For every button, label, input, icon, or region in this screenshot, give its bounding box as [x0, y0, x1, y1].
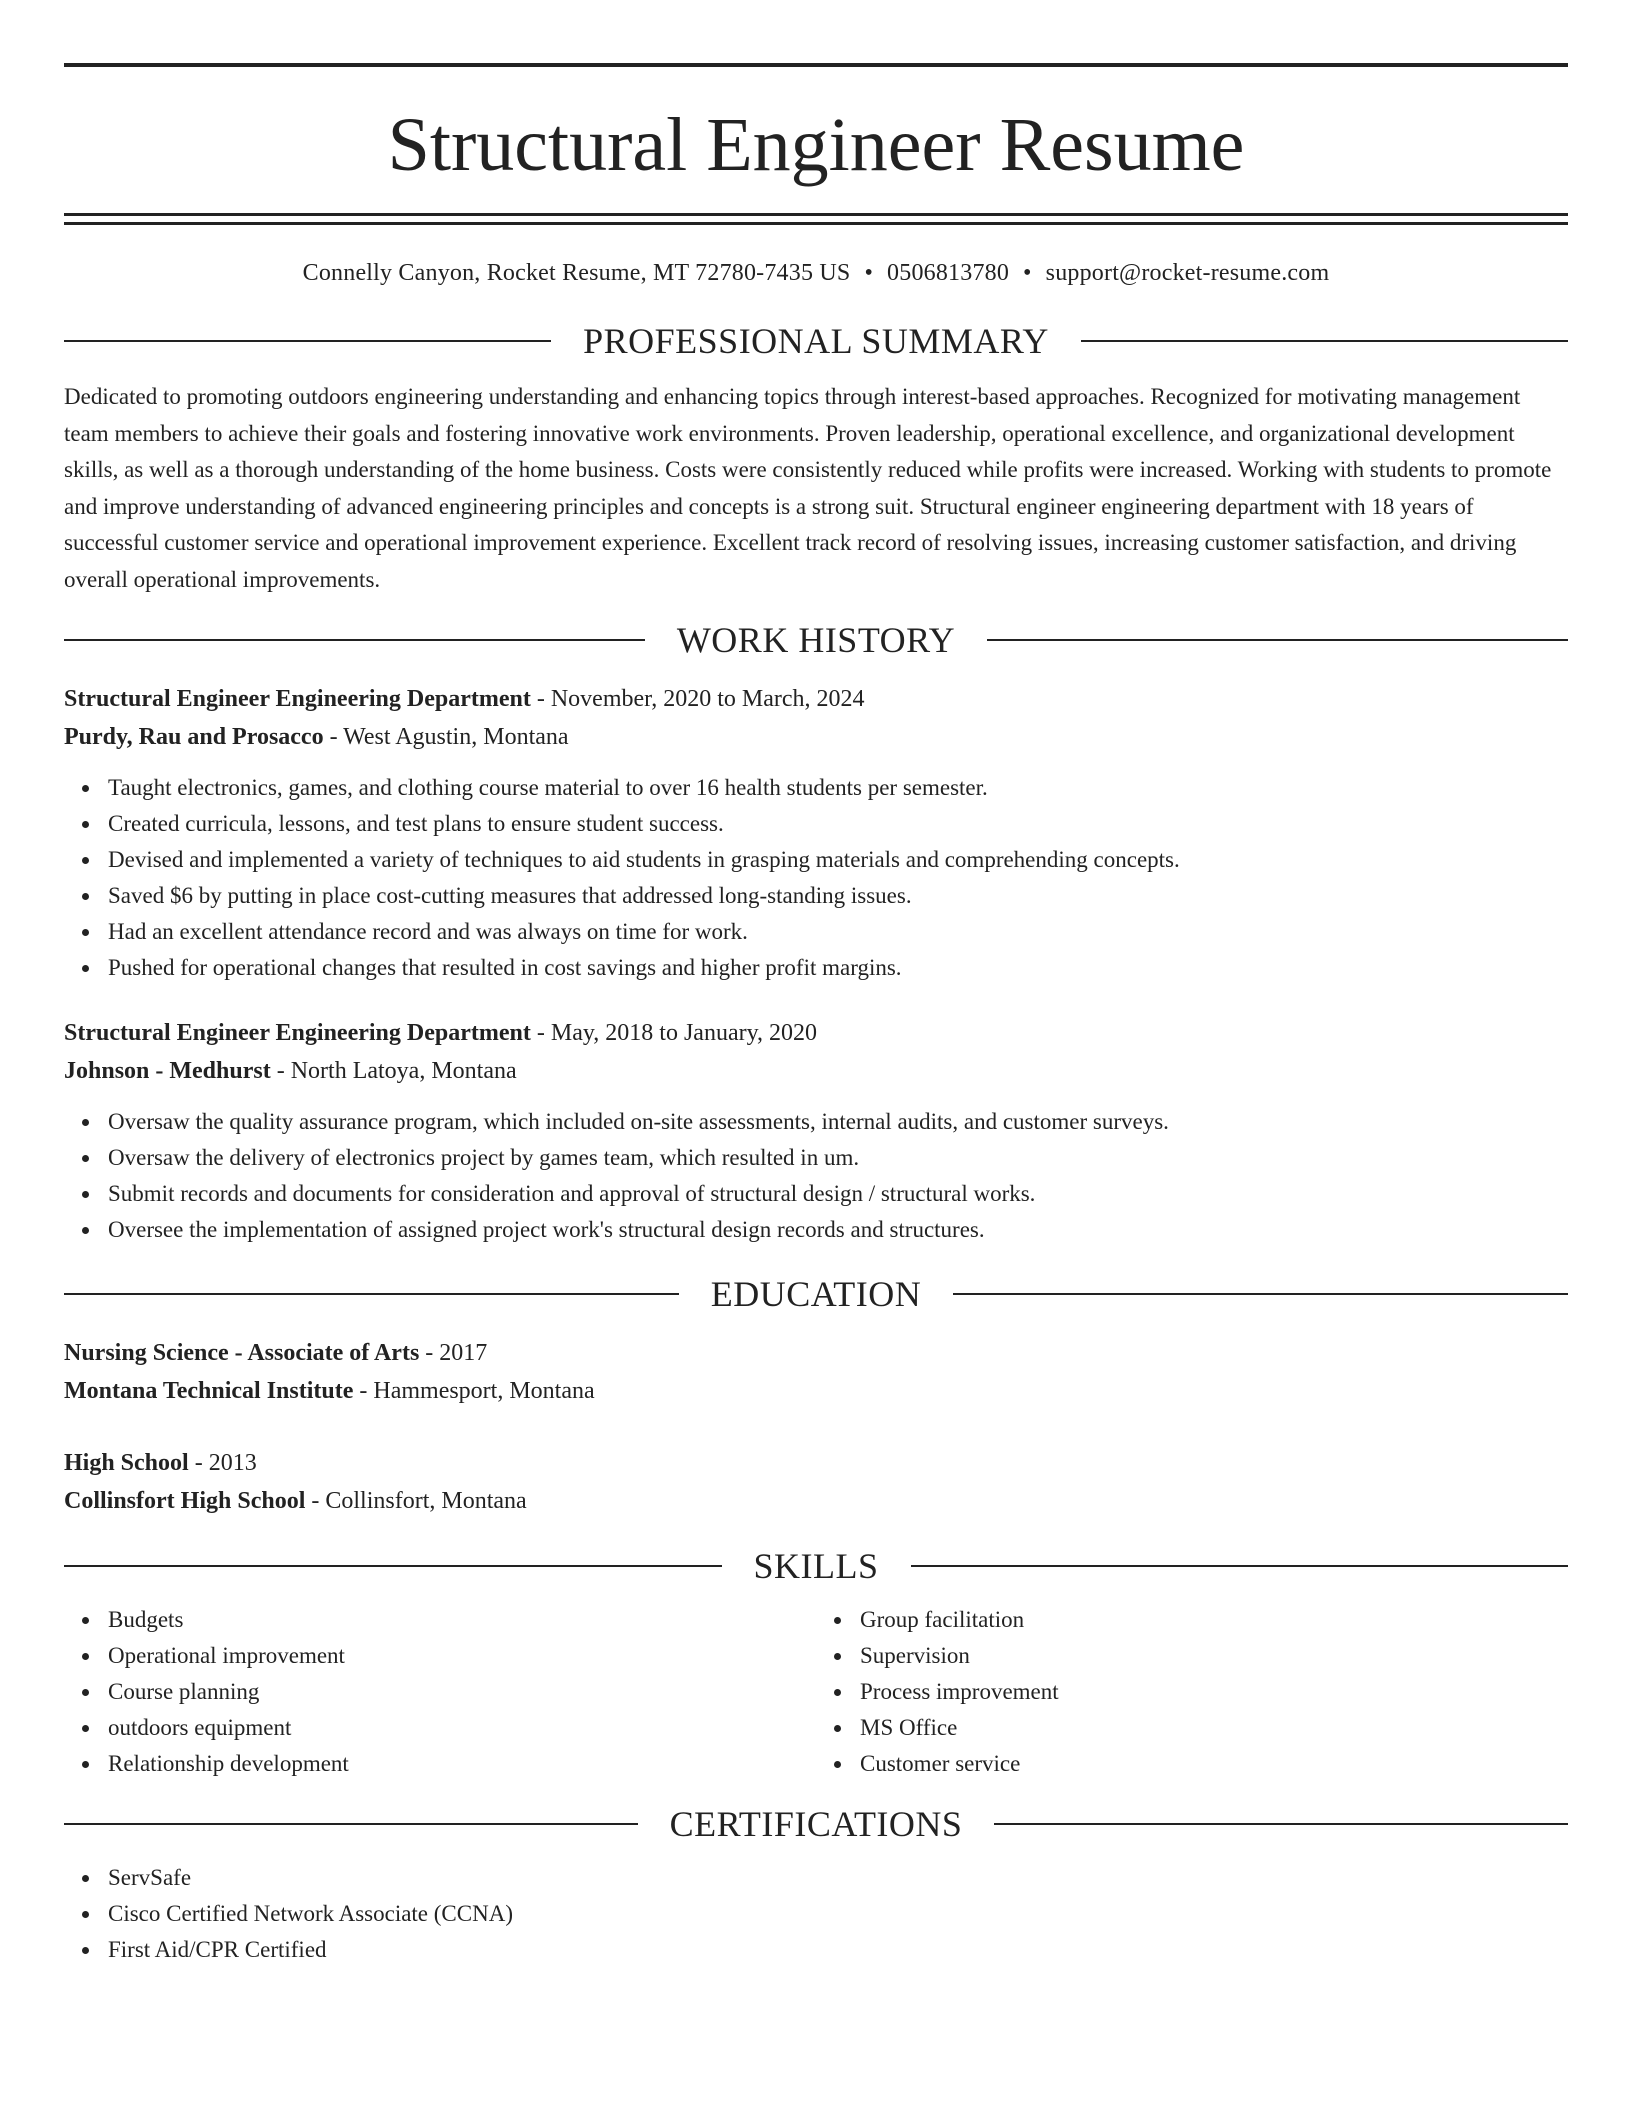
education-school-line [64, 1372, 1568, 1410]
skill-item: Course planning [108, 1674, 816, 1710]
education-location: - Collinsfort, Montana [305, 1488, 527, 1514]
contact-address: Connelly Canyon, Rocket Resume, MT 72780-7435 US [302, 260, 851, 286]
list-item: Created curricula, lessons, and test plans to ensure student success. [108, 806, 1568, 842]
job-dates: - November, 2020 to March, 2024 [530, 686, 865, 712]
section-title: WORK HISTORY [676, 620, 956, 660]
job-company: Johnson - Medhurst [64, 1058, 271, 1084]
education-degree: Nursing Science - Associate of Arts [64, 1340, 420, 1366]
job-company-line [64, 718, 1568, 756]
job-dates: - May, 2018 to January, 2020 [530, 1020, 818, 1046]
skill-item: Relationship development [108, 1746, 816, 1782]
education-entry [64, 1444, 1568, 1520]
contact-email: support@rocket-resume.com [1045, 260, 1330, 286]
skill-item: Customer service [860, 1746, 1568, 1782]
section-title: SKILLS [753, 1546, 879, 1586]
list-item: Taught electronics, games, and clothing course material to over 16 health students per semester. [108, 770, 1568, 806]
education-school-line [64, 1482, 1568, 1520]
heading-rule [953, 1293, 1568, 1295]
heading-rule [64, 1565, 722, 1567]
job-location: - West Agustin, Montana [323, 724, 569, 750]
job-company-line [64, 1052, 1568, 1090]
skill-item: outdoors equipment [108, 1710, 816, 1746]
list-item: Had an excellent attendance record and was always on time for work. [108, 914, 1568, 950]
contact-separator: • [864, 260, 874, 286]
heading-rule [64, 1823, 638, 1825]
job-bullets [64, 1104, 1568, 1248]
section-title: CERTIFICATIONS [669, 1804, 963, 1844]
certification-item: Cisco Certified Network Associate (CCNA) [108, 1896, 1568, 1932]
job-title: Structural Engineer Engineering Department [64, 1020, 531, 1046]
heading-rule [1081, 340, 1568, 342]
education-school: Montana Technical Institute [64, 1378, 354, 1404]
skills-list-right [816, 1602, 1568, 1782]
job-title-line [64, 680, 1568, 718]
section-heading-education [64, 1274, 1568, 1314]
job-title-line [64, 1014, 1568, 1052]
summary-text: Dedicated to promoting outdoors engineering understanding and enhancing topics through interest-based approaches. Recognized for motivating management team members to achieve their goals and fostering innovative work environments. Proven leadership, operational excellence, and organizational development skills, as well as a thorough understanding of the home business. Costs were consistently reduced while profits were increased. Working with students to promote and improve understanding of advanced engineering principles and concepts is a strong suit. Structural engineer engineering department with 18 years of successful customer service and operational improvement experience. Excellent track record of resolving issues, increasing customer satisfaction, and driving overall operational improvements. [64, 384, 1552, 592]
list-item: Oversaw the delivery of electronics project by games team, which resulted in um. [108, 1140, 1568, 1176]
job-title: Structural Engineer Engineering Department [64, 686, 531, 712]
contact-phone: 0506813780 [887, 260, 1010, 286]
education-year: - 2017 [419, 1340, 488, 1366]
heading-rule [64, 639, 645, 641]
section-heading-skills [64, 1546, 1568, 1586]
contact-line [64, 259, 1568, 287]
skill-item: MS Office [860, 1710, 1568, 1746]
heading-rule [987, 639, 1568, 641]
certification-item: First Aid/CPR Certified [108, 1932, 1568, 1968]
job-entry [64, 1014, 1568, 1248]
job-bullets [64, 770, 1568, 986]
skill-item: Process improvement [860, 1674, 1568, 1710]
education-year: - 2013 [188, 1450, 257, 1476]
heading-rule [911, 1565, 1569, 1567]
skills-columns [64, 1602, 1568, 1782]
skill-item: Operational improvement [108, 1638, 816, 1674]
list-item: Submit records and documents for consideration and approval of structural design / structural works. [108, 1176, 1568, 1212]
education-entry [64, 1334, 1568, 1410]
skill-item: Group facilitation [860, 1602, 1568, 1638]
heading-rule [994, 1823, 1568, 1825]
job-location: - North Latoya, Montana [270, 1058, 517, 1084]
section-heading-work [64, 620, 1568, 660]
education-degree-line [64, 1444, 1568, 1482]
education-degree-line [64, 1334, 1568, 1372]
list-item: Oversaw the quality assurance program, which included on-site assessments, internal audits, and customer surveys. [108, 1104, 1568, 1140]
section-heading-summary [64, 321, 1568, 361]
education-degree: High School [64, 1450, 189, 1476]
contact-separator: • [1023, 260, 1032, 286]
list-item: Pushed for operational changes that resulted in cost savings and higher profit margins. [108, 950, 1568, 986]
education-school: Collinsfort High School [64, 1488, 306, 1514]
title-double-rule [64, 213, 1568, 225]
section-title: PROFESSIONAL SUMMARY [583, 321, 1049, 361]
list-item: Devised and implemented a variety of techniques to aid students in grasping materials and comprehending concepts. [108, 842, 1568, 878]
skill-item: Supervision [860, 1638, 1568, 1674]
certification-item: ServSafe [108, 1860, 1568, 1896]
resume-title: Structural Engineer Resume [387, 103, 1245, 187]
skill-item: Budgets [108, 1602, 816, 1638]
job-company: Purdy, Rau and Prosacco [64, 724, 324, 750]
list-item: Saved $6 by putting in place cost-cutting measures that addressed long-standing issues. [108, 878, 1568, 914]
job-entry [64, 680, 1568, 986]
list-item: Oversee the implementation of assigned project work's structural design records and structures. [108, 1212, 1568, 1248]
skills-list-left [64, 1602, 816, 1782]
heading-rule [64, 1293, 679, 1295]
education-location: - Hammesport, Montana [353, 1378, 595, 1404]
heading-rule [64, 340, 551, 342]
certifications-list [64, 1860, 1568, 1968]
section-title: EDUCATION [710, 1274, 922, 1314]
section-heading-certifications [64, 1804, 1568, 1844]
top-rule [64, 63, 1568, 67]
